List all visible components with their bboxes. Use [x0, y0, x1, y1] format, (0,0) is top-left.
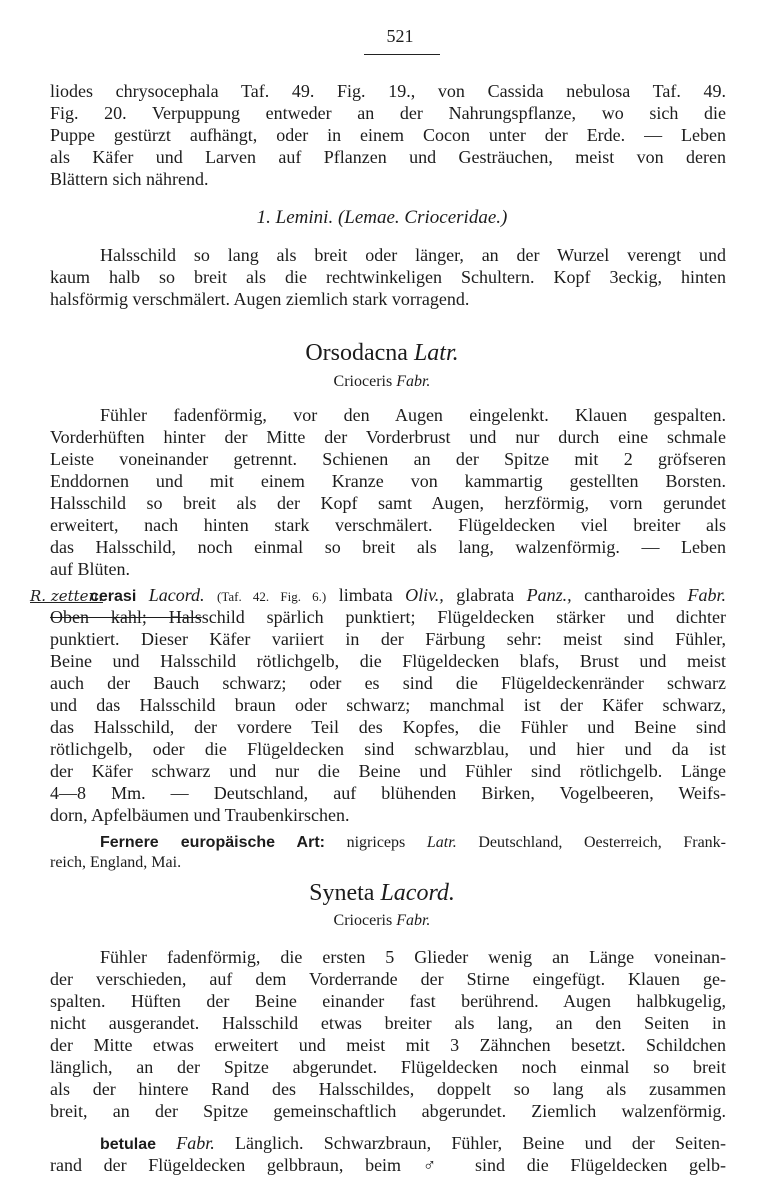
species-author: Lacord.: [148, 585, 205, 605]
section-line: Halsschild so lang als breit oder länger, an der Wurzel verengt und: [100, 245, 726, 265]
further-line2: reich, England, Mai.: [50, 854, 182, 871]
species-desc-line: dorn, Apfelbäumen und Traubenkirschen.: [50, 805, 350, 825]
genus-desc-line: als der hintere Rand des Halsschildes, doppelt so lang als zusammen: [50, 1079, 726, 1099]
species-desc-line: auch der Bauch schwarz; oder es sind die Flügeldeckenränder schwarz: [50, 673, 726, 693]
synonym-author: Oliv.,: [405, 585, 444, 605]
page-number-rule: [364, 54, 440, 55]
genus-desc-line: länglich, an der Spitze abgerundet. Flügeldecken noch einmal so breit: [50, 1057, 726, 1077]
synonym-author: Fabr.: [396, 912, 431, 929]
species-desc-line: rötlichgelb, oder die Flügeldecken sind schwarzblau, und hier und da ist: [50, 739, 726, 759]
further-label: Fernere europäische Art:: [100, 834, 325, 851]
further-rest: Deutschland, Oesterreich, Frank-: [478, 834, 726, 851]
genus-title: [0, 340, 764, 367]
species-desc-line: Beine und Halsschild rötlichgelb, die Flügeldecken blafs, Brust und meist: [50, 651, 726, 671]
genus-desc-line: der verschieden, auf dem Vorderrande der Stirne eingefügt. Klauen ge-: [50, 969, 726, 989]
synonym-author: Fabr.: [396, 373, 431, 390]
genus-author: Latr.: [413, 340, 459, 366]
synonym-name: Crioceris: [333, 912, 393, 929]
genus-desc-line: Halsschild so breit als der Kopf samt Augen, herzförmig, vorn gerundet: [50, 493, 726, 513]
genus-desc-line: erweitert, nach hinten stark verschmälert. Flügeldecken viel breiter als: [50, 515, 726, 535]
genus-name: Syneta: [309, 880, 375, 906]
intro-line: Blättern sich nährend.: [50, 169, 209, 189]
species-desc-line: [50, 606, 726, 628]
synonym-author: Panz.,: [526, 585, 572, 605]
intro-line: Puppe gestürzt aufhängt, oder in einem Cocon unter der Erde. — Leben: [50, 125, 726, 145]
species-ref: (Taf. 42. Fig. 6.): [217, 589, 327, 604]
species-desc-line: rand der Flügeldecken gelbbraun, beim ♂ sind die Flügeldecken gelb-: [50, 1155, 726, 1175]
genus-desc-line: das Halsschild, noch einmal so breit als lang, walzenförmig. — Leben: [50, 537, 726, 557]
species-desc-text: schild spärlich punktiert; Flügeldecken stärker und dichter: [201, 607, 726, 627]
genus-name: Orsodacna: [305, 340, 408, 366]
genus-synonym: [0, 912, 764, 930]
intro-line: liodes chrysocephala Taf. 49. Fig. 19., von Cassida nebulosa Taf. 49.: [50, 81, 726, 101]
further-species: [100, 832, 726, 854]
synonym-name: glabrata: [456, 585, 515, 605]
genus-desc-line: Fühler fadenförmig, die ersten 5 Glieder wenig an Länge voneinan-: [100, 947, 726, 967]
species-header: [90, 584, 726, 608]
genus-author: Lacord.: [380, 880, 455, 906]
further-name: nigriceps: [346, 834, 406, 851]
species-author: Fabr.: [176, 1133, 215, 1153]
genus-desc-line: Leiste voneinander getrennt. Schienen an der Spitze mit 2 gröfseren: [50, 449, 726, 469]
species-desc-line: 4—8 Mm. — Deutschland, auf blühenden Birken, Vogelbeeren, Weifs-: [50, 783, 726, 803]
synonym-author: Fabr.: [687, 585, 727, 605]
page-number: 521: [386, 26, 414, 46]
handwritten-note: R. zetten.: [30, 587, 103, 605]
genus-desc-line: der Mitte etwas erweitert und meist mit 3 Zähnchen besetzt. Schildchen: [50, 1035, 726, 1055]
further-author: Latr.: [426, 834, 457, 851]
section-line: halsförmig verschmälert. Augen ziemlich stark vorragend.: [50, 289, 470, 309]
synonym-name: limbata: [338, 585, 393, 605]
species-desc-line: das Halsschild, der vordere Teil des Kopfes, die Fühler und Beine sind: [50, 717, 726, 737]
species-desc-line: der Käfer schwarz und nur die Beine und Fühler sind rötlichgelb. Länge: [50, 761, 726, 781]
section-line: kaum halb so breit als die rechtwinkeligen Schultern. Kopf 3eckig, hinten: [50, 267, 726, 287]
genus-desc-line: breit, an der Spitze gemeinschaftlich abgerundet. Ziemlich walzenförmig.: [50, 1101, 726, 1121]
genus-desc-line: Fühler fadenförmig, vor den Augen eingelenkt. Klauen gespalten.: [100, 405, 726, 425]
genus-synonym: [0, 373, 764, 391]
species-name: cerasi: [90, 588, 137, 605]
genus-desc-line: spalten. Hüften der Beine einander fast berührend. Augen halbkugelig,: [50, 991, 726, 1011]
intro-line: Fig. 20. Verpuppung entweder an der Nahrungspflanze, wo sich die: [50, 103, 726, 123]
struck-text: Oben kahl; Hals: [50, 607, 202, 627]
genus-desc-line: auf Blüten.: [50, 559, 130, 579]
species-desc-text: Länglich. Schwarzbraun, Fühler, Beine und der Seiten-: [235, 1133, 727, 1153]
species-header: [100, 1132, 726, 1156]
genus-desc-line: Enddornen und mit einem Kranze von kammartig gestellten Borsten.: [50, 471, 726, 491]
section-heading: 1. Lemini. (Lemae. Crioceridae.): [256, 207, 508, 228]
intro-line: als Käfer und Larven auf Pflanzen und Gesträuchen, meist von deren: [50, 147, 726, 167]
genus-title: [0, 880, 764, 907]
genus-desc-line: nicht ausgerandet. Halsschild etwas breiter als lang, an den Seiten in: [50, 1013, 726, 1033]
synonym-name: cantharoides: [584, 585, 676, 605]
species-desc-line: punktiert. Dieser Käfer variiert in der Färbung sehr: meist sind Fühler,: [50, 629, 726, 649]
synonym-name: Crioceris: [333, 373, 393, 390]
species-desc-line: und das Halsschild braun oder schwarz; manchmal ist der Käfer schwarz,: [50, 695, 726, 715]
species-name: betulae: [100, 1136, 157, 1153]
genus-desc-line: Vorderhüften hinter der Mitte der Vorderbrust und nur durch eine schmale: [50, 427, 726, 447]
